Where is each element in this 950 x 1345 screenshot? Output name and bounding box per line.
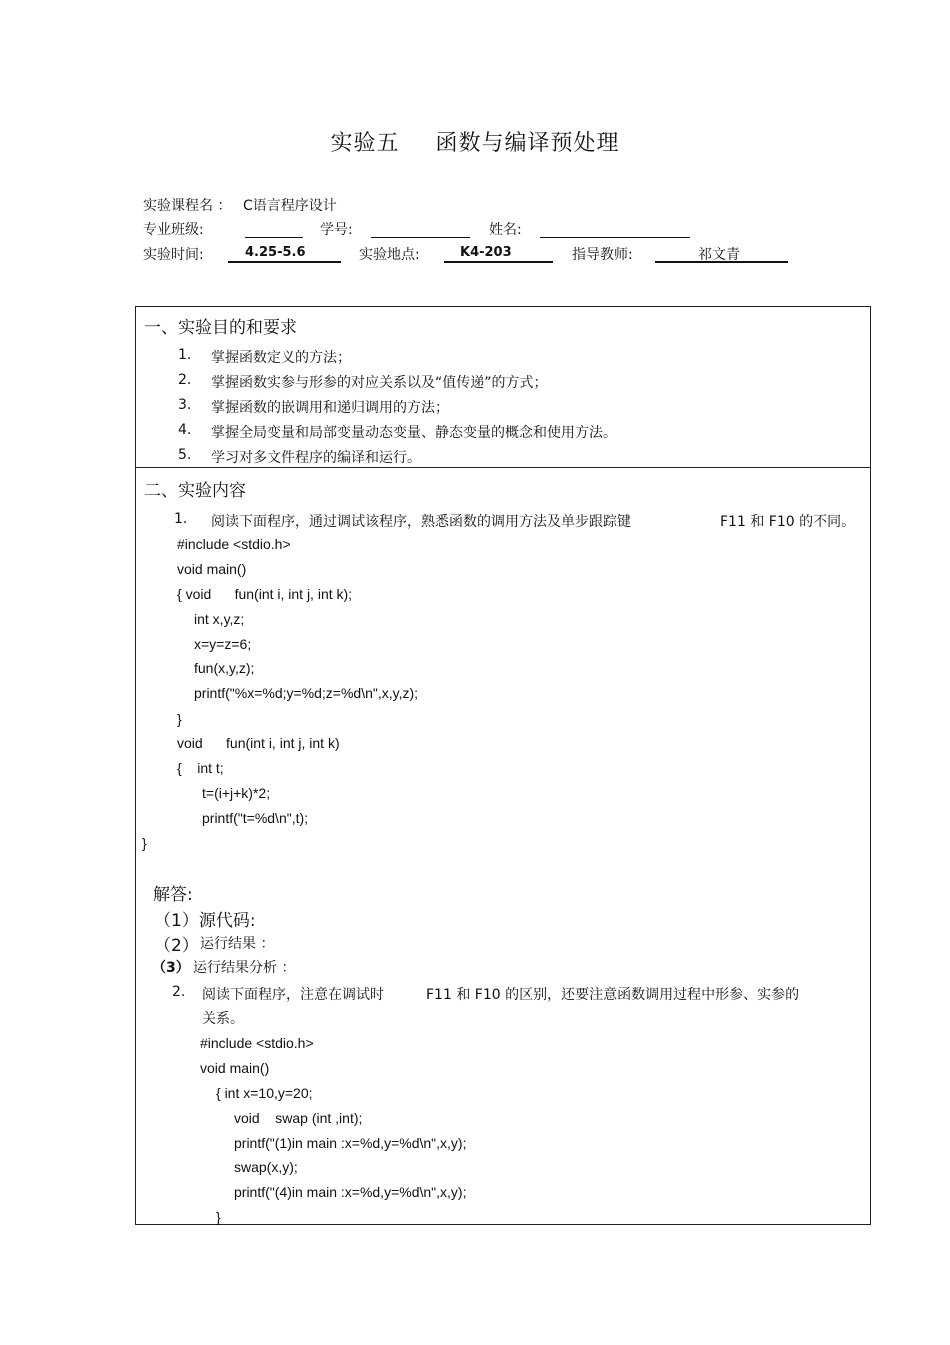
- place-underline: [444, 261, 553, 263]
- code1-line-1: #include <stdio.h>: [177, 536, 291, 552]
- page-title: [0, 126, 950, 157]
- id-underline[interactable]: [371, 237, 470, 238]
- objective-4-num: 4.: [178, 422, 192, 438]
- code1-line-11: t=(i+j+k)*2;: [202, 785, 271, 801]
- teacher-label: 指导教师:: [572, 247, 633, 263]
- code2-line-4: void swap (int ,int);: [234, 1110, 363, 1126]
- name-underline[interactable]: [540, 237, 690, 238]
- objective-2-num: 2.: [178, 372, 192, 388]
- code2-line-8: }: [216, 1209, 221, 1225]
- code2-line-7: printf("(4)in main :x=%d,y=%d\n",x,y);: [234, 1184, 467, 1200]
- objective-1-text: 掌握函数定义的方法；: [211, 350, 351, 366]
- title-experiment-name: 函数与编译预处理: [435, 131, 620, 156]
- section-divider: [135, 467, 871, 468]
- code2-line-2: void main(): [200, 1060, 270, 1076]
- code1-line-5: x=y=z=6;: [194, 636, 252, 652]
- code2-line-1: #include <stdio.h>: [200, 1035, 314, 1051]
- objective-4-text: 掌握全局变量和局部变量动态变量、静态变量的概念和使用方法。: [211, 425, 617, 441]
- task-2-num: 2.: [172, 984, 186, 1000]
- code1-line-2: void main(): [177, 561, 247, 577]
- code1-line-7: printf("%x=%d;y=%d;z=%d\n",x,y,z);: [194, 685, 419, 701]
- code1-line-6: fun(x,y,z);: [194, 660, 255, 676]
- code1-line-8: }: [177, 711, 182, 727]
- answer-analysis: 运行结果分析 ：: [193, 960, 296, 976]
- task-1-text: 阅读下面程序，通过调试该程序，熟悉函数的调用方法及单步跟踪键: [211, 514, 631, 530]
- task-1-text-tail: F11 和 F10 的不同。: [720, 514, 856, 530]
- teacher-value: 祁文青: [698, 247, 740, 263]
- code2-line-5: printf("(1)in main :x=%d,y=%d\n",x,y);: [234, 1135, 467, 1151]
- task-2-text-mid: F11 和 F10 的区别，还要注意函数调用过程中形参、实参的: [426, 987, 800, 1003]
- class-label: 专业班级:: [143, 222, 204, 238]
- class-underline[interactable]: [245, 237, 303, 238]
- task-2-text: 阅读下面程序，注意在调试时: [202, 987, 384, 1003]
- course-label: 实验课程名 ：: [143, 198, 232, 214]
- time-underline: [228, 261, 341, 263]
- place-label: 实验地点:: [359, 247, 420, 263]
- time-value: 4.25-5.6: [245, 245, 306, 260]
- answer-result: 运行结果 ：: [200, 936, 275, 952]
- section-1-heading: 一、实验目的和要求: [144, 318, 297, 338]
- objective-5-num: 5.: [178, 447, 192, 463]
- code1-line-3: { void fun(int i, int j, int k);: [177, 586, 353, 602]
- section-2-heading: 二、实验内容: [144, 481, 246, 501]
- answer-source-code: （1）源代码:: [154, 911, 256, 931]
- objective-1-num: 1.: [178, 347, 192, 363]
- code2-line-6: swap(x,y);: [234, 1159, 298, 1175]
- code1-line-13: }: [142, 835, 147, 851]
- name-label: 姓名:: [489, 222, 522, 238]
- code1-line-4: int x,y,z;: [194, 611, 245, 627]
- code2-line-3: { int x=10,y=20;: [216, 1085, 313, 1101]
- place-value: K4-203: [460, 245, 512, 260]
- id-label: 学号:: [320, 222, 353, 238]
- answer-label: 解答:: [153, 885, 193, 905]
- title-experiment-number: 实验五: [330, 131, 400, 156]
- code1-line-9: void fun(int i, int j, int k): [177, 735, 340, 751]
- task-1-num: 1.: [174, 511, 188, 527]
- code1-line-12: printf("t=%d\n",t);: [202, 810, 309, 826]
- answer-result-num: （2）: [154, 936, 199, 956]
- objective-3-text: 掌握函数的嵌调用和递归调用的方法；: [211, 400, 449, 416]
- task-2-text-line2: 关系。: [202, 1011, 244, 1027]
- objective-3-num: 3.: [178, 397, 192, 413]
- answer-analysis-num: （3）: [152, 960, 190, 976]
- objective-5-text: 学习对多文件程序的编译和运行。: [211, 450, 421, 466]
- time-label: 实验时间:: [143, 247, 204, 263]
- course-value: C语言程序设计: [243, 198, 337, 214]
- objective-2-text: 掌握函数实参与形参的对应关系以及“值传递”的方式；: [211, 375, 548, 391]
- code1-line-10: { int t;: [177, 760, 224, 776]
- teacher-underline: [655, 261, 788, 263]
